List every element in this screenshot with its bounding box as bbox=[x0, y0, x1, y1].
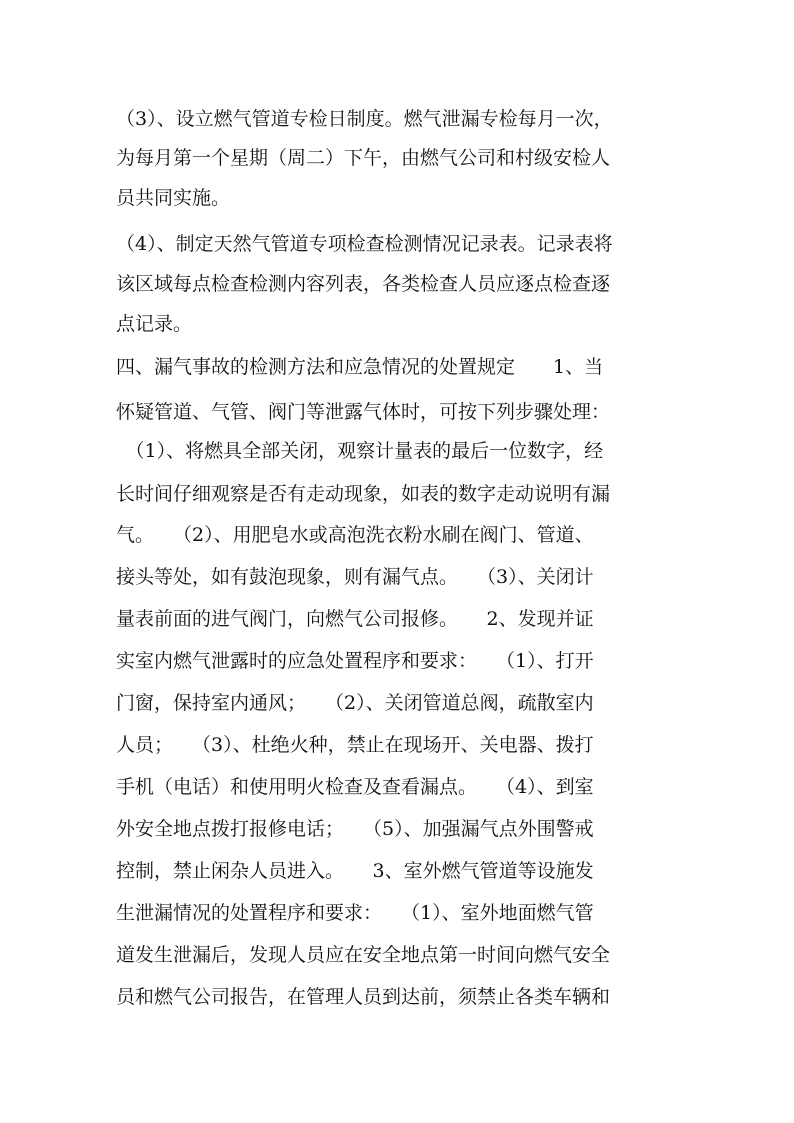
text-line-12: 接头等处，如有鼓泡现象，则有漏气点。 （3）、关闭计 bbox=[116, 566, 594, 588]
text-line-11: 气。 （2）、用肥皂水或高泡洗衣粉水刷在阀门、管道、 bbox=[116, 524, 594, 546]
text-line-20: 生泄漏情况的处置程序和要求： （1）、室外地面燃气管 bbox=[116, 902, 594, 924]
text-line-15: 门窗，保持室内通风； （2）、关闭管道总阀，疏散室内 bbox=[116, 692, 594, 714]
text-line-10: 长时间仔细观察是否有走动现象，如表的数字走动说明有漏 bbox=[116, 483, 611, 505]
text-line-5: 该区域每点检查检测内容列表，各类检查人员应逐点检查逐 bbox=[116, 273, 611, 295]
text-line-18: 外安全地点拨打报修电话； （5）、加强漏气点外围警戒 bbox=[116, 818, 594, 840]
text-line-3: 员共同实施。 bbox=[116, 187, 231, 209]
text-line-1: （3）、设立燃气管道专检日制度。燃气泄漏专检每月一次， bbox=[116, 108, 613, 130]
text-line-7: 四、漏气事故的检测方法和应急情况的处置规定 1、当 bbox=[116, 356, 604, 378]
text-line-21: 道发生泄漏后，发现人员应在安全地点第一时间向燃气安全 bbox=[116, 944, 611, 966]
text-line-2: 为每月第一个星期（周二）下午，由燃气公司和村级安检人 bbox=[116, 147, 611, 169]
text-line-6: 点记录。 bbox=[116, 313, 193, 335]
text-line-17: 手机（电话）和使用明火检查及查看漏点。 （4）、到室 bbox=[116, 776, 594, 798]
text-line-8: 怀疑管道、气管、阀门等泄露气体时，可按下列步骤处理： bbox=[116, 401, 611, 423]
text-line-22: 员和燃气公司报告，在管理人员到达前，须禁止各类车辆和 bbox=[116, 986, 611, 1008]
text-line-4: （4）、制定天然气管道专项检查检测情况记录表。记录表将 bbox=[116, 233, 613, 255]
text-line-13: 量表前面的进气阀门，向燃气公司报修。 2、发现并证 bbox=[116, 608, 594, 630]
text-line-14: 实室内燃气泄露时的应急处置程序和要求： （1）、打开 bbox=[116, 650, 594, 672]
text-line-9: （1）、将燃具全部关闭，观察计量表的最后一位数字，经 bbox=[116, 440, 604, 462]
text-line-19: 控制，禁止闲杂人员进入。 3、室外燃气管道等设施发 bbox=[116, 860, 594, 882]
text-line-16: 人员； （3）、杜绝火种，禁止在现场开、关电器、拨打 bbox=[116, 734, 594, 756]
